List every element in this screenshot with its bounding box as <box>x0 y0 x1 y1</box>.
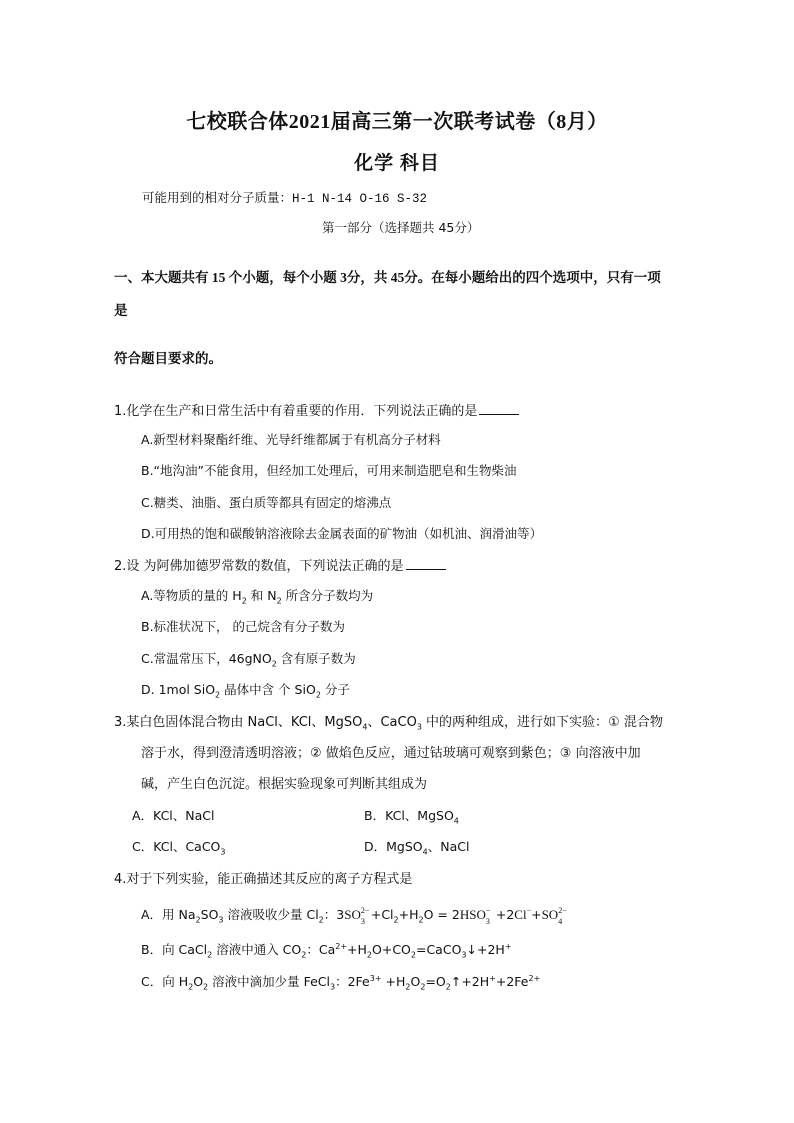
question-2-stem: 2.设 为阿佛加德罗常数的数值，下列说法正确的是 <box>114 555 446 574</box>
q2-option-b: B.标准状况下， 的己烷含有分子数为 <box>141 619 346 634</box>
subject-title: 化学 科目 <box>354 153 440 174</box>
instructions-line-3: 符合题目要求的。 <box>114 351 222 366</box>
q4-option-b: B．向 CaCl$_2$ 溶液中通入 $CO_2$：$Ca^{2+}+H_2O+CO_2=CaCO_3↓+2H^+$ <box>141 941 512 960</box>
q1-option-d: D.可用热的饱和碳酸钠溶液除去金属表面的矿物油（如机油、润滑油等） <box>141 526 543 541</box>
exam-title: 七校联合体2021届高三第一次联考试卷（8月） <box>186 111 608 133</box>
question-3-line-3: 碱，产生白色沉淀。根据实验现象可判断其组成为 <box>141 777 428 792</box>
q2-option-a: A.等物质的量的 $H_2$ 和 $N_2$ 所含分子数均为 <box>141 588 374 606</box>
bisulfite-ion: HSO − 3 <box>459 906 491 927</box>
q3-option-a: A．KCl、NaCl <box>132 808 215 823</box>
q3-option-c: C．KCl、CaCO$_3$ <box>132 839 226 857</box>
q2-option-c: C.常温常压下，46gNO$_2$ 含有原子数为 <box>141 651 356 669</box>
question-1-stem: 1.化学在生产和日常生活中有着重要的作用．下列说法正确的是 <box>114 400 519 419</box>
q1-option-a: A.新型材料聚酯纤维、光导纤维都属于有机高分子材料 <box>141 432 441 447</box>
q4-option-a: A．用 $Na_2SO_3$ 溶液吸收少量 $Cl_2$：3SO 2− 3 $+Cl_2+H_2O = 2HSO$ − 3 +2Cl−+SO 2− 4 <box>141 906 567 927</box>
question-3-line-2: 溶于水，得到澄清透明溶液；② 做焰色反应，通过钴玻璃可观察到紫色；③ 向溶液中加 <box>141 746 641 761</box>
instructions-line-2: 是 <box>114 303 128 318</box>
question-3-stem: 3.某白色固体混合物由 NaCl、KCl、MgSO$_4$、CaCO$_3$ 中的两种组成，进行如下实验：① 混合物 <box>114 715 663 732</box>
q2-option-d: D. 1mol SiO$_2$ 晶体中含 个 SiO$_2$ 分子 <box>141 682 350 700</box>
q1-option-c: C.糖类、油脂、蛋白质等都具有固定的熔沸点 <box>141 495 392 510</box>
q1-option-b: B.“地沟油”不能食用，但经加工处理后，可用来制造肥皂和生物柴油 <box>141 463 517 478</box>
part-heading: 第一部分（选择题共 45分） <box>322 220 480 235</box>
answer-blank <box>406 557 446 570</box>
question-4-stem: 4.对于下列实验，能正确描述其反应的离子方程式是 <box>114 872 413 887</box>
instructions-line-1: 一、本大题共有 15 个小题，每个小题 3分，共 45分。在每小题给出的四个选项中，只有一项 <box>114 270 661 285</box>
sulfite-ion: SO 2− 3 <box>344 906 370 927</box>
answer-blank <box>479 402 519 415</box>
q3-option-b: B．KCl、MgSO$_4$ <box>364 808 459 826</box>
sulfate-ion: SO 2− 4 <box>541 906 567 927</box>
chloride-ion: Cl− <box>514 906 532 922</box>
q3-option-d: D．MgSO$_4$、NaCl <box>364 839 470 857</box>
q4-option-c: C．向 $H_2O_2$ 溶液中滴加少量 FeCl$_3$：$2Fe^{3+}$ $+H_2O_2=O_2↑+2H^++2Fe^{2+}$ <box>141 973 541 992</box>
relative-masses: 可能用到的相对分子质量：H-1 N-14 O-16 S-32 <box>142 192 428 206</box>
